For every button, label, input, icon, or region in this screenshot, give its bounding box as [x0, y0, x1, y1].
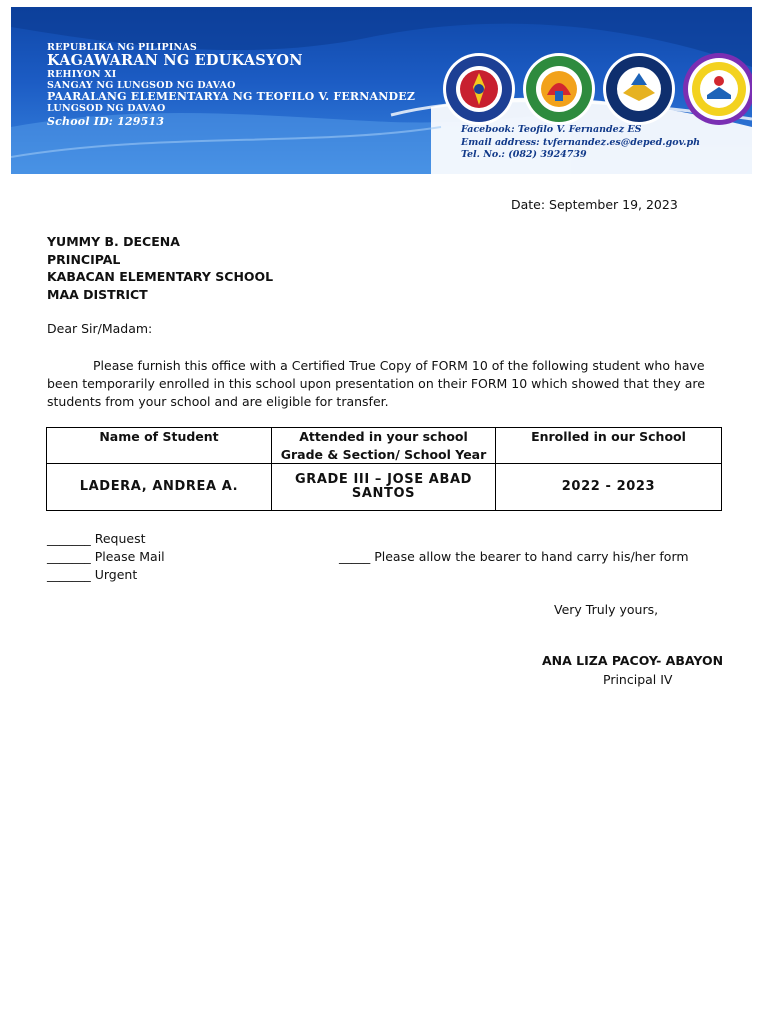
student-table	[46, 427, 722, 511]
cell-grade-section: GRADE III – JOSE ABAD SANTOS	[272, 464, 496, 511]
letterhead-banner	[11, 7, 752, 174]
table-header-row	[47, 428, 722, 464]
letterhead-region: REHIYON XI	[47, 69, 117, 80]
addressee-school: KABACAN ELEMENTARY SCHOOL	[47, 269, 274, 284]
tel-text: Tel. No.: (082) 3924739	[461, 149, 587, 160]
addressee-block	[47, 233, 273, 303]
header-enrolled: Enrolled in our School	[496, 428, 722, 464]
header-name-of-student: Name of Student	[47, 428, 272, 464]
letter-date: Date: September 19, 2023	[511, 197, 678, 212]
buhangin-district-seal-icon	[601, 51, 677, 127]
addressee-district: MAA DISTRICT	[47, 286, 148, 302]
table-row	[47, 464, 722, 511]
signer-title: Principal IV	[603, 672, 673, 687]
letterhead-republic: REPUBLIKA NG PILIPINAS	[47, 42, 197, 53]
davao-division-seal-icon	[521, 51, 597, 127]
header-attended: Attended in your school Grade & Section/ School Year	[272, 428, 496, 464]
closing-text: Very Truly yours,	[554, 602, 659, 617]
addressee-name: YUMMY B. DECENA	[47, 234, 180, 249]
option-request: _______ Request	[47, 531, 146, 546]
deped-seal-icon	[441, 51, 517, 127]
letterhead-division: SANGAY NG LUNGSOD NG DAVAO	[47, 79, 236, 91]
addressee-position: PRINCIPAL	[47, 251, 121, 267]
option-hand-carry: _____ Please allow the bearer to hand carry his/her form	[339, 549, 689, 564]
letterhead-school-name: PAARALANG ELEMENTARYA NG TEOFILO V. FERNANDEZ	[47, 90, 416, 103]
signer-name: ANA LIZA PACOY- ABAYON	[542, 653, 724, 668]
option-urgent: _______ Urgent	[47, 567, 138, 582]
letterhead-department: KAGAWARAN NG EDUKASYON	[47, 51, 303, 69]
body-paragraph: Please furnish this office with a Certified True Copy of FORM 10 of the following student who have been temporarily enrolled in this school upon presentation on their FORM 10 which showed that they are students from your school and are eligible for transfer.	[47, 358, 705, 409]
school-seal-icon	[681, 51, 752, 127]
email-text: Email address: tvfernandez.es@deped.gov.ph	[461, 136, 700, 148]
option-please-mail: _______ Please Mail	[47, 549, 165, 564]
facebook-text: Facebook: Teofilo V. Fernandez ES	[461, 124, 642, 135]
letterhead-text	[47, 43, 415, 127]
contact-info	[461, 124, 700, 162]
salutation: Dear Sir/Madam:	[47, 321, 153, 336]
letterhead-school-id: School ID: 129513	[47, 114, 165, 128]
cell-student-name: LADERA, ANDREA A.	[47, 464, 272, 511]
letterhead-city: LUNGSOD NG DAVAO	[47, 103, 166, 114]
cell-school-year: 2022 - 2023	[496, 464, 722, 511]
